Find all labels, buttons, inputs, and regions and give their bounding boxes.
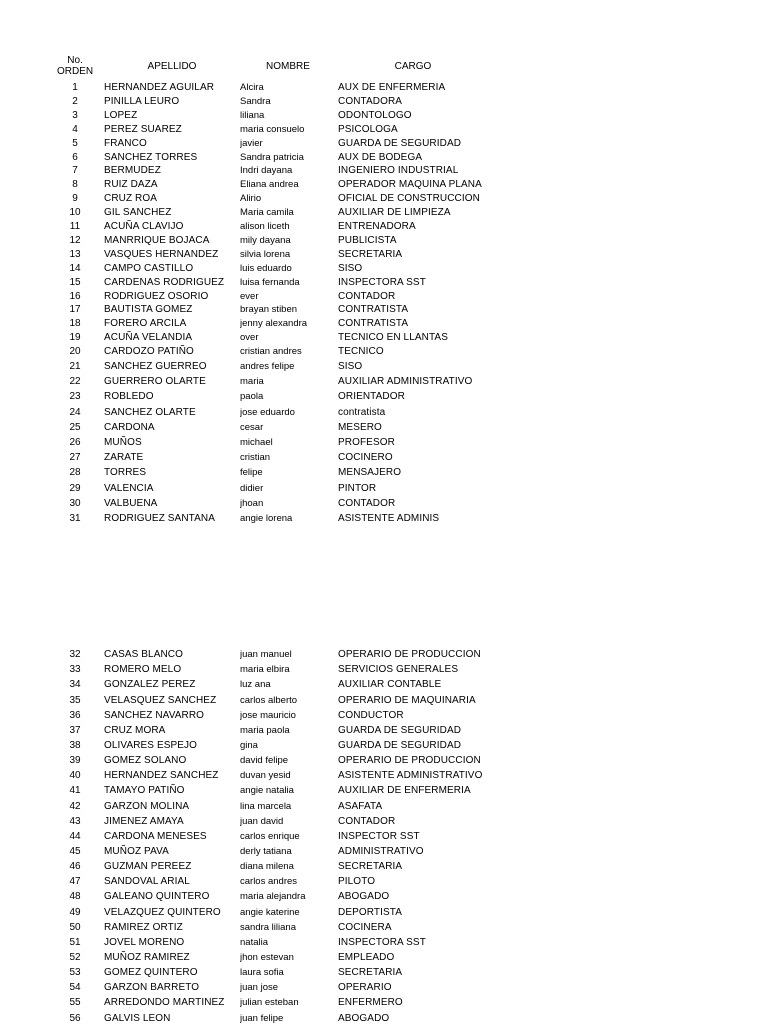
cell-apellido: CAMPO CASTILLO [104,262,194,274]
cell-nombre: jose eduardo [240,406,295,418]
cell-nombre: javier [240,137,263,149]
cell-cargo: ABOGADO [338,891,390,903]
table-row [0,647,768,662]
table-row [0,980,768,995]
cell-no-orden: 15 [69,276,81,288]
cell-no-orden: 3 [72,109,78,121]
cell-nombre: juan felipe [240,1012,284,1024]
table-row [0,814,768,829]
cell-cargo: AUX DE ENFERMERIA [338,82,446,93]
table-row [0,178,768,192]
cell-cargo: SECRETARIA [338,861,403,873]
table-row [0,1011,768,1026]
cell-no-orden: 2 [72,95,78,107]
cell-apellido: CRUZ MORA [104,724,166,736]
cell-cargo: INSPECTORA SST [338,276,426,288]
cell-nombre: angie natalia [240,785,294,797]
cell-no-orden: 11 [69,221,81,232]
cell-no-orden: 43 [69,815,81,827]
cell-apellido: GUERRERO OLARTE [104,376,206,388]
table-row [0,859,768,874]
table-row [0,511,768,526]
cell-nombre: Sandra patricia [240,151,304,163]
cell-apellido: GOMEZ QUINTERO [104,967,198,979]
cell-cargo: OPERARIO DE MAQUINARIA [338,694,476,706]
cell-nombre: derly tatiana [240,846,292,857]
cell-no-orden: 30 [69,497,81,509]
cell-no-orden: 20 [69,346,81,358]
cell-cargo: AUX DE BODEGA [338,151,423,163]
cell-no-orden: 21 [69,361,81,372]
cell-cargo: DEPORTISTA [338,906,402,918]
cell-nombre: diana milena [240,861,294,873]
cell-nombre: michael [240,437,273,448]
cell-apellido: ZARATE [104,452,144,464]
table-row [0,935,768,950]
table-row [0,450,768,465]
cell-nombre: alison liceth [240,221,290,232]
table-row [0,123,768,137]
cell-cargo: PILOTO [338,876,376,888]
cell-no-orden: 54 [69,982,81,994]
cell-apellido: ROBLEDO [104,391,154,403]
table-row [0,317,768,331]
cell-cargo: ASAFATA [338,800,383,812]
cell-no-orden: 10 [69,207,81,219]
cell-nombre: liliana [240,109,265,121]
table-row [0,137,768,151]
cell-apellido: RUIZ DAZA [104,179,158,191]
cell-nombre: maria [240,376,264,388]
cell-nombre: silvia lorena [240,248,291,260]
cell-nombre: Sandra [240,95,271,107]
cell-apellido: MUÑOZ RAMIREZ [104,952,190,963]
cell-apellido: HERNANDEZ AGUILAR [104,82,215,93]
table-row [0,151,768,165]
cell-cargo: OFICIAL DE CONSTRUCCION [338,193,480,205]
cell-no-orden: 50 [69,921,81,933]
cell-cargo: AUXILIAR DE LIMPIEZA [338,207,451,219]
cell-nombre: cristian [240,452,271,464]
cell-cargo: COCINERA [338,921,392,933]
cell-no-orden: 31 [69,513,81,524]
cell-no-orden: 27 [69,452,81,464]
cell-no-orden: 38 [69,739,81,751]
cell-apellido: FORERO ARCILA [104,318,187,330]
cell-no-orden: 48 [69,891,81,903]
table-row [0,374,768,389]
cell-no-orden: 49 [69,906,81,918]
cell-cargo: TECNICO EN LLANTAS [338,332,448,344]
cell-nombre: duvan yesid [240,770,291,782]
cell-apellido: JIMENEZ AMAYA [104,815,184,827]
cell-cargo: COCINERO [338,452,393,464]
cell-apellido: PEREZ SUAREZ [104,123,182,135]
cell-apellido: GARZON MOLINA [104,800,190,812]
cell-cargo: GUARDA DE SEGURIDAD [338,724,462,736]
cell-nombre: luisa fernanda [240,276,300,288]
cell-no-orden: 56 [69,1012,81,1024]
cell-no-orden: 51 [69,936,81,948]
cell-no-orden: 17 [69,304,81,316]
cell-cargo: PSICOLOGA [338,123,398,135]
cell-cargo: CONTADOR [338,815,396,827]
table-row [0,81,768,95]
table-row [0,345,768,359]
cell-nombre: carlos andres [240,876,298,888]
cell-no-orden: 1 [72,82,78,93]
cell-no-orden: 29 [69,482,81,494]
table-row [0,829,768,844]
cell-no-orden: 5 [72,137,78,149]
table-row [0,435,768,450]
cell-nombre: paola [240,391,264,403]
cell-no-orden: 6 [72,151,78,163]
cell-no-orden: 22 [69,376,81,388]
table-row [0,262,768,276]
cell-no-orden: 28 [69,467,81,479]
cell-nombre: maria elbira [240,664,290,676]
cell-no-orden: 39 [69,755,81,767]
table-row [0,995,768,1010]
table-row [0,889,768,904]
cell-apellido: MUÑOZ PAVA [104,846,169,857]
cell-cargo: contratista [338,406,386,418]
cell-no-orden: 24 [69,406,81,418]
cell-nombre: maria paola [240,724,290,736]
column-header-nombre: NOMBRE [266,61,310,72]
cell-apellido: ACUÑA VELANDIA [104,332,193,344]
cell-cargo: SERVICIOS GENERALES [338,664,459,676]
cell-cargo: CONDUCTOR [338,709,404,721]
column-header-apellido: APELLIDO [147,61,197,72]
table-row [0,783,768,798]
table-row [0,276,768,290]
table-row [0,950,768,965]
cell-no-orden: 26 [69,437,81,448]
cell-cargo: ODONTOLOGO [338,109,412,121]
cell-cargo: MENSAJERO [338,467,402,479]
cell-no-orden: 44 [69,830,81,842]
cell-apellido: SANDOVAL ARIAL [104,876,190,888]
table-row [0,290,768,304]
cell-apellido: GARZON BARRETO [104,982,200,994]
table-row [0,234,768,248]
cell-apellido: VALENCIA [104,482,154,494]
table-row [0,693,768,708]
cell-nombre: andres felipe [240,361,295,372]
cell-cargo: OPERARIO DE PRODUCCION [338,755,481,767]
cell-nombre: carlos enrique [240,830,300,842]
cell-apellido: GALVIS LEON [104,1012,171,1024]
cell-apellido: ARREDONDO MARTINEZ [104,997,225,1009]
cell-apellido: VASQUES HERNANDEZ [104,248,219,260]
table-row [0,662,768,677]
cell-cargo: GUARDA DE SEGURIDAD [338,137,462,149]
table-row [0,95,768,109]
cell-nombre: brayan stiben [240,304,298,316]
header-no-line: No. [67,55,83,66]
cell-cargo: AUXILIAR CONTABLE [338,679,442,691]
cell-no-orden: 19 [69,332,81,344]
cell-apellido: MANRRIQUE BOJACA [104,234,210,246]
cell-no-orden: 12 [69,234,81,246]
table-row [0,677,768,692]
cell-nombre: didier [240,482,264,494]
table-row [0,920,768,935]
cell-no-orden: 36 [69,709,81,721]
cell-cargo: TECNICO [338,346,384,358]
cell-nombre: jhon estevan [240,952,294,963]
cell-no-orden: 47 [69,876,81,888]
cell-apellido: TAMAYO PATIÑO [104,785,185,797]
cell-apellido: VELAZQUEZ QUINTERO [104,906,221,918]
cell-cargo: SISO [338,262,363,274]
cell-apellido: GONZALEZ PEREZ [104,679,196,691]
cell-nombre: julian esteban [240,997,299,1009]
table-row [0,206,768,220]
cell-no-orden: 4 [72,123,78,135]
cell-apellido: RODRIGUEZ SANTANA [104,513,215,524]
cell-apellido: VALBUENA [104,497,158,509]
cell-nombre: maria alejandra [240,891,306,903]
cell-cargo: OPERARIO [338,982,392,994]
column-header-no-orden [52,55,98,77]
cell-no-orden: 35 [69,694,81,706]
cell-apellido: CASAS BLANCO [104,649,184,660]
table-row [0,248,768,262]
cell-nombre: mily dayana [240,234,291,246]
cell-no-orden: 37 [69,724,81,736]
cell-no-orden: 42 [69,800,81,812]
cell-cargo: INGENIERO INDUSTRIAL [338,165,459,177]
cell-no-orden: 32 [69,649,81,660]
cell-nombre: angie katerine [240,906,300,918]
cell-nombre: maria consuelo [240,123,305,135]
cell-cargo: CONTRATISTA [338,304,409,316]
cell-nombre: Indri dayana [240,165,293,177]
cell-no-orden: 33 [69,664,81,676]
table-row [0,753,768,768]
cell-nombre: Eliana andrea [240,179,299,191]
cell-apellido: BAUTISTA GOMEZ [104,304,193,316]
cell-apellido: HERNANDEZ SANCHEZ [104,770,219,782]
cell-cargo: AUXILIAR ADMINISTRATIVO [338,376,473,388]
cell-apellido: LOPEZ [104,109,138,121]
cell-apellido: GALEANO QUINTERO [104,891,210,903]
cell-no-orden: 41 [69,785,81,797]
cell-apellido: SANCHEZ OLARTE [104,406,196,418]
cell-cargo: CONTADOR [338,290,396,302]
table-row [0,768,768,783]
table-row [0,738,768,753]
cell-nombre: felipe [240,467,263,479]
cell-cargo: EMPLEADO [338,952,395,963]
cell-nombre: Alcira [240,82,264,93]
cell-cargo: ASISTENTE ADMINISTRATIVO [338,770,483,782]
cell-nombre: ever [240,290,259,302]
cell-apellido: VELASQUEZ SANCHEZ [104,694,217,706]
cell-no-orden: 18 [69,318,81,330]
cell-no-orden: 13 [69,248,81,260]
cell-no-orden: 7 [72,165,78,177]
cell-nombre: juan manuel [240,649,292,660]
table-row [0,220,768,234]
cell-apellido: FRANCO [104,137,147,149]
header-orden-line: ORDEN [56,66,94,77]
cell-apellido: CARDENAS RODRIGUEZ [104,276,225,288]
cell-cargo: SECRETARIA [338,967,403,979]
cell-cargo: SECRETARIA [338,248,403,260]
cell-no-orden: 45 [69,846,81,857]
table-row [0,905,768,920]
cell-nombre: jhoan [240,497,264,509]
cell-cargo: AUXILIAR DE ENFERMERIA [338,785,471,797]
table-row [0,331,768,345]
cell-cargo: CONTADORA [338,95,403,107]
cell-nombre: gina [240,739,258,751]
cell-cargo: ENFERMERO [338,997,403,1009]
cell-cargo: ASISTENTE ADMINIS [338,513,440,524]
cell-cargo: INSPECTORA SST [338,936,426,948]
cell-nombre: luis eduardo [240,262,292,274]
cell-no-orden: 9 [72,193,78,205]
cell-cargo: PINTOR [338,482,377,494]
cell-no-orden: 25 [69,421,81,433]
cell-apellido: CARDONA [104,421,155,433]
cell-nombre: carlos alberto [240,694,298,706]
cell-nombre: natalia [240,936,268,948]
cell-apellido: CARDOZO PATIÑO [104,346,194,358]
cell-cargo: GUARDA DE SEGURIDAD [338,739,462,751]
cell-nombre: cristian andres [240,346,302,358]
cell-no-orden: 52 [69,952,81,963]
table-row [0,844,768,859]
cell-nombre: lina marcela [240,800,292,812]
cell-apellido: SANCHEZ GUERREO [104,361,207,372]
cell-cargo: PROFESOR [338,437,395,448]
cell-nombre: luz ana [240,679,271,691]
cell-no-orden: 14 [69,262,81,274]
cell-apellido: JOVEL MORENO [104,936,185,948]
cell-no-orden: 34 [69,679,81,691]
cell-cargo: INSPECTOR SST [338,830,420,842]
cell-apellido: SANCHEZ TORRES [104,151,198,163]
cell-apellido: PINILLA LEURO [104,95,180,107]
table-row [0,420,768,435]
cell-no-orden: 16 [69,290,81,302]
cell-apellido: GIL SANCHEZ [104,207,172,219]
cell-no-orden: 40 [69,770,81,782]
cell-apellido: GOMEZ SOLANO [104,755,187,767]
cell-cargo: ADMINISTRATIVO [338,846,424,857]
cell-apellido: CRUZ ROA [104,193,158,205]
table-row [0,359,768,374]
cell-cargo: PUBLICISTA [338,234,397,246]
table-row [0,496,768,511]
cell-cargo: CONTADOR [338,497,396,509]
table-row [0,481,768,496]
cell-apellido: MUÑOS [104,437,142,448]
cell-no-orden: 46 [69,861,81,873]
table-row [0,389,768,404]
table-row [0,708,768,723]
cell-nombre: juan david [240,815,284,827]
cell-nombre: Alirio [240,193,262,205]
column-header-cargo: CARGO [394,61,432,72]
cell-nombre: cesar [240,421,264,433]
cell-nombre: jenny alexandra [240,318,308,330]
table-row [0,874,768,889]
cell-nombre: david felipe [240,755,289,767]
cell-no-orden: 55 [69,997,81,1009]
cell-apellido: RAMIREZ ORTIZ [104,921,183,933]
cell-no-orden: 8 [72,179,78,191]
cell-cargo: CONTRATISTA [338,318,409,330]
cell-cargo: ENTRENADORA [338,221,416,232]
cell-cargo: OPERADOR MAQUINA PLANA [338,179,482,191]
cell-apellido: RODRIGUEZ OSORIO [104,290,209,302]
table-row [0,799,768,814]
cell-no-orden: 53 [69,967,81,979]
cell-apellido: GUZMAN PEREEZ [104,861,192,873]
cell-nombre: sandra liliana [240,921,296,933]
table-row [0,192,768,206]
cell-nombre: angie lorena [240,513,293,524]
cell-apellido: OLIVARES ESPEJO [104,739,198,751]
table-row [0,405,768,420]
cell-cargo: OPERARIO DE PRODUCCION [338,649,481,660]
table-row [0,303,768,317]
cell-no-orden: 23 [69,391,81,403]
cell-apellido: ACUÑA CLAVIJO [104,221,184,232]
cell-nombre: Maria camila [240,207,294,219]
table-row [0,109,768,123]
table-row [0,164,768,178]
cell-cargo: ORIENTADOR [338,391,405,403]
cell-apellido: ROMERO MELO [104,664,182,676]
cell-nombre: laura sofia [240,967,284,979]
table-row [0,723,768,738]
cell-apellido: BERMUDEZ [104,165,161,177]
cell-apellido: SANCHEZ NAVARRO [104,709,205,721]
cell-apellido: CARDONA MENESES [104,830,207,842]
cell-cargo: SISO [338,361,363,372]
cell-cargo: MESERO [338,421,382,433]
cell-nombre: jose mauricio [240,709,296,721]
table-row [0,965,768,980]
cell-apellido: TORRES [104,467,147,479]
cell-nombre: over [240,332,259,344]
cell-cargo: ABOGADO [338,1012,390,1024]
table-row [0,465,768,480]
cell-nombre: juan jose [240,982,279,994]
